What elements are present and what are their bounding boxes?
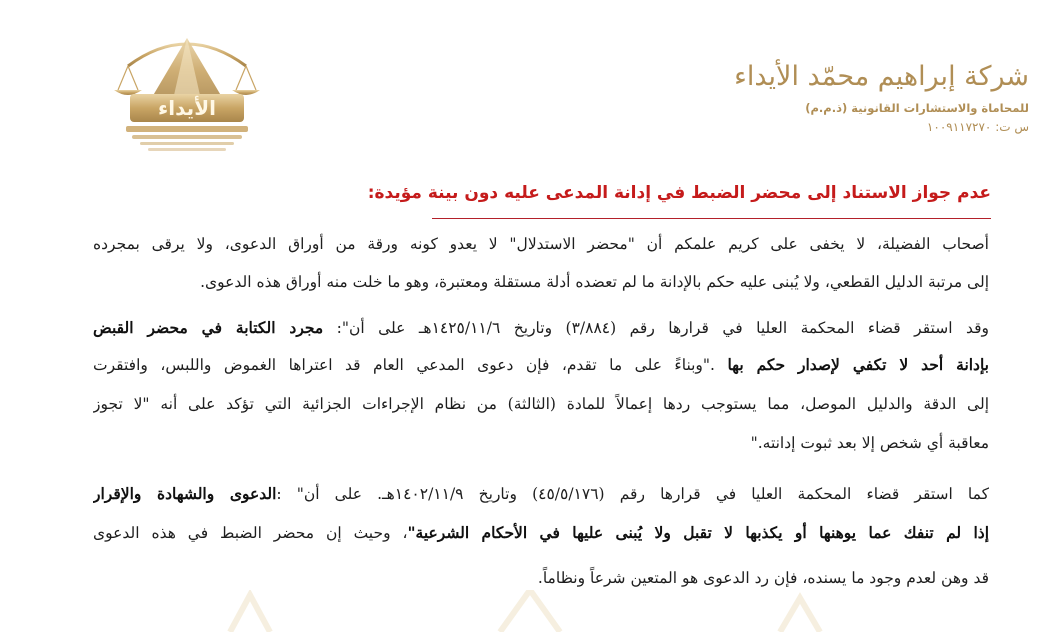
company-logo xyxy=(108,28,266,156)
scales-of-justice-logo-icon xyxy=(108,28,266,156)
body-line-7-text: كما استقر قضاء المحكمة العليا في قرارها رقم (٤٥/٥/١٧٦) وتاريخ ١٤٠٢/١١/٩هـ. على أن" : xyxy=(276,485,989,503)
body-line-7-bold: الدعوى والشهادة والإقرار xyxy=(93,484,277,503)
body-line-3 xyxy=(93,316,989,340)
section-heading: عدم جواز الاستناد إلى محضر الضبط في إدانة المدعى عليه دون بينة مؤيدة: xyxy=(367,183,991,203)
body-line-4-bold: بإدانة أحد لا تكفي لإصدار حكم بها xyxy=(727,355,989,374)
company-name: شركة إبراهيم محمّد الأيداء xyxy=(734,61,1029,92)
body-line-3-bold: مجرد الكتابة في محضر القبض xyxy=(93,318,324,337)
body-line-1: أصحاب الفضيلة، لا يخفى على كريم علمكم أن "محضر الاستدلال" لا يعدو كونه ورقة من أوراق الدعوى، ولا يرقى بمجرده xyxy=(93,235,989,253)
body-line-8-bold: إذا لم تنفك عما يوهنها أو يكذبها لا تقبل ولا يُبنى عليها في الأحكام الشرعية" xyxy=(407,523,989,542)
company-header xyxy=(669,60,1029,134)
body-line-7 xyxy=(93,482,989,506)
body-line-6: معاقبة أي شخص إلا بعد ثبوت إدانته." xyxy=(750,434,989,452)
body-line-8-text: ، وحيث إن محضر الضبط في هذه الدعوى xyxy=(93,524,408,542)
body-line-5: إلى الدقة والدليل الموصل، مما يستوجب ردها إعمالاً للمادة (الثالثة) من نظام الإجراءات الجزائية التي تؤكد على أنه "لا تجوز xyxy=(93,395,989,413)
commercial-register: س ت: ١٠٠٩١١٧٢٧٠ xyxy=(926,120,1029,134)
heading-divider xyxy=(432,218,991,219)
body-line-2: إلى مرتبة الدليل القطعي، ولا يُبنى عليه حكم بالإدانة ما لم تعضده أدلة مستقلة ومعتبرة، وهو ما خلت منه أوراق هذه الدعوى. xyxy=(200,273,989,291)
body-line-4 xyxy=(93,353,989,377)
body-line-3-text: وقد استقر قضاء المحكمة العليا في قرارها رقم (٣/٨٨٤) وتاريخ ١٤٢٥/١١/٦هـ على أن": xyxy=(323,319,989,337)
body-line-9: قد وهن لعدم وجود ما يسنده، فإن رد الدعوى هو المتعين شرعاً ونظاماً. xyxy=(537,569,989,587)
body-line-8 xyxy=(93,521,989,545)
body-line-4-text: ."وبناءً على ما تقدم، فإن دعوى المدعي العام قد اعتراها الغموض واللبس، وافتقرت xyxy=(93,356,728,374)
logo-word: الأيداء xyxy=(158,96,216,120)
company-subtitle: للمحاماة والاستشارات القانونية (ذ.م.م) xyxy=(805,101,1029,115)
watermark-logo-icon xyxy=(0,590,1061,632)
